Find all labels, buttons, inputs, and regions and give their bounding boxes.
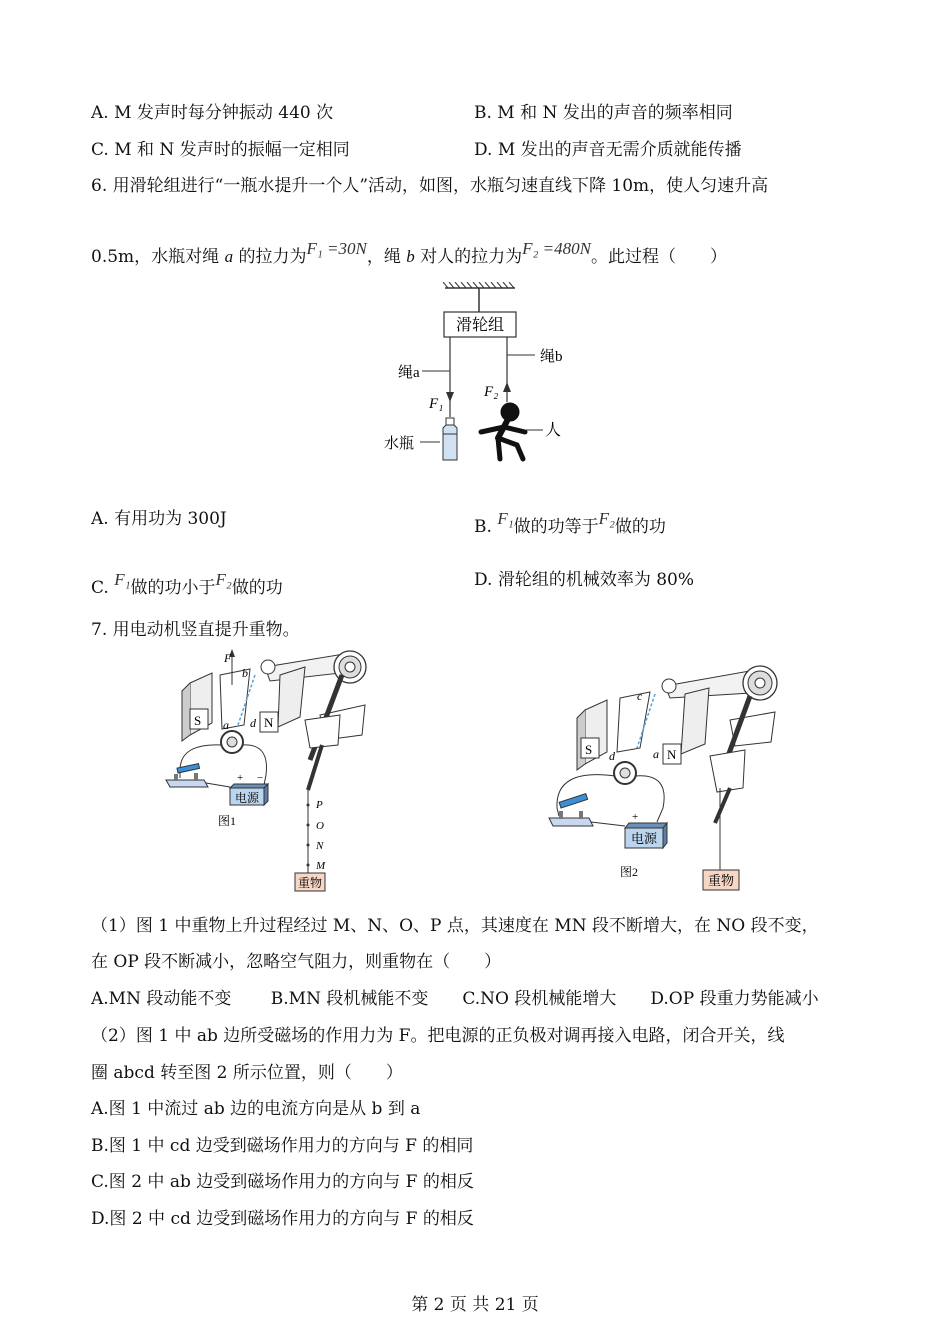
q7-stem: 7. 用电动机竖直提升重物。: [91, 620, 300, 640]
motor-figure-2: [545, 648, 785, 896]
fig2-caption: 图2: [620, 865, 639, 879]
fig1-minus: −: [257, 772, 264, 784]
fig1-d: d: [250, 716, 256, 730]
q5-option-c: C. M 和 N 发声时的振幅一定相同: [91, 140, 350, 160]
fig2-d: d: [609, 749, 615, 763]
person-figure: [481, 403, 525, 459]
q5-option-d: D. M 发出的声音无需介质就能传播: [474, 140, 742, 160]
fig1-S: S: [194, 713, 202, 728]
fig1-switch: [166, 764, 208, 787]
q7-sub1-options: A.MN 段动能不变 B.MN 段机械能不变 C.NO 段机械能增大 D.OP 段重力势能减小: [91, 989, 819, 1009]
q7-sub2-option-c: C.图 2 中 ab 边受到磁场作用力的方向与 F 的相反: [91, 1172, 474, 1192]
fig1-caption: 图1: [218, 814, 237, 828]
fig1-a: a: [223, 718, 229, 732]
f1-label: F₁: [429, 396, 444, 412]
fig1-plus: +: [237, 772, 244, 784]
fig2-N: N: [667, 747, 677, 762]
fig2-a: a: [653, 747, 659, 761]
fig1-power: 电源: [234, 791, 260, 805]
q7-sub2-option-d: D.图 2 中 cd 边受到磁场作用力的方向与 F 的相反: [91, 1209, 474, 1229]
f1-formula: F₁ =30N: [306, 239, 367, 258]
fig2-c: c: [637, 689, 643, 703]
fig1-N: N: [264, 715, 274, 730]
fig1-O: O: [316, 820, 324, 832]
fig2-plus: +: [632, 811, 639, 823]
fig2-S: S: [585, 742, 593, 757]
fig2-switch: [549, 794, 593, 826]
q6-option-d: D. 滑轮组的机械效率为 80%: [474, 570, 695, 590]
bottle-label: 水瓶: [384, 436, 415, 452]
q6-option-a: A. 有用功为 300J: [91, 509, 227, 529]
q7-sub2-option-a: A.图 1 中流过 ab 边的电流方向是从 b 到 a: [91, 1099, 421, 1119]
fig1-b: b: [242, 666, 248, 680]
q6-stem-line1: 6. 用滑轮组进行“一瓶水提升一个人”活动，如图，水瓶匀速直线下降 10m，使人匀速升高: [91, 176, 769, 196]
person-label: 人: [545, 422, 562, 439]
fig2-weight: 重物: [707, 873, 735, 888]
rope-b-label: 绳b: [540, 349, 563, 365]
f2-formula: F₂ =480N: [522, 239, 591, 258]
q5-option-b: B. M 和 N 发出的声音的频率相同: [474, 103, 733, 123]
q6-option-c: C. F₁做的功小于F₂做的功: [91, 570, 283, 598]
rope-a-label: 绳a: [398, 365, 420, 381]
fig1-N-point: N: [316, 840, 324, 852]
q7-sub1-line2: 在 OP 段不断减小，忽略空气阻力，则重物在（ ）: [91, 952, 502, 972]
q7-sub2-line1: （2）图 1 中 ab 边所受磁场的作用力为 F。把电源的正负极对调再接入电路，闭合开关，线: [91, 1026, 785, 1046]
fig1-M: M: [316, 860, 326, 872]
q6-option-b: B. F₁做的功等于F₂做的功: [474, 509, 666, 537]
q5-option-a: A. M 发声时每分钟振动 440 次: [91, 103, 334, 123]
fig1-F: F: [224, 651, 232, 665]
fig1-weight: 重物: [297, 876, 323, 890]
q7-sub2-option-b: B.图 1 中 cd 边受到磁场作用力的方向与 F 的相同: [91, 1136, 474, 1156]
pulley-figure: [380, 282, 580, 467]
water-bottle: [443, 418, 457, 460]
q6-stem-line2: 0.5m，水瓶对绳 a 的拉力为F₁ =30N，绳 b 对人的拉力为F₂ =480N。此过程（ ）: [91, 239, 727, 267]
motor-figure-1: [160, 645, 380, 895]
q7-sub2-line2: 圈 abcd 转至图 2 所示位置，则（ ）: [91, 1063, 403, 1083]
page-footer: 第 2 页 共 21 页: [411, 1295, 539, 1315]
q7-sub1-line1: （1）图 1 中重物上升过程经过 M、N、O、P 点，其速度在 MN 段不断增大，在 NO 段不变，: [91, 916, 819, 936]
pulley-label: 滑轮组: [455, 317, 505, 334]
f2-label: F₂: [484, 384, 499, 400]
fig1-P: P: [316, 799, 323, 811]
fig2-power: 电源: [630, 831, 658, 846]
